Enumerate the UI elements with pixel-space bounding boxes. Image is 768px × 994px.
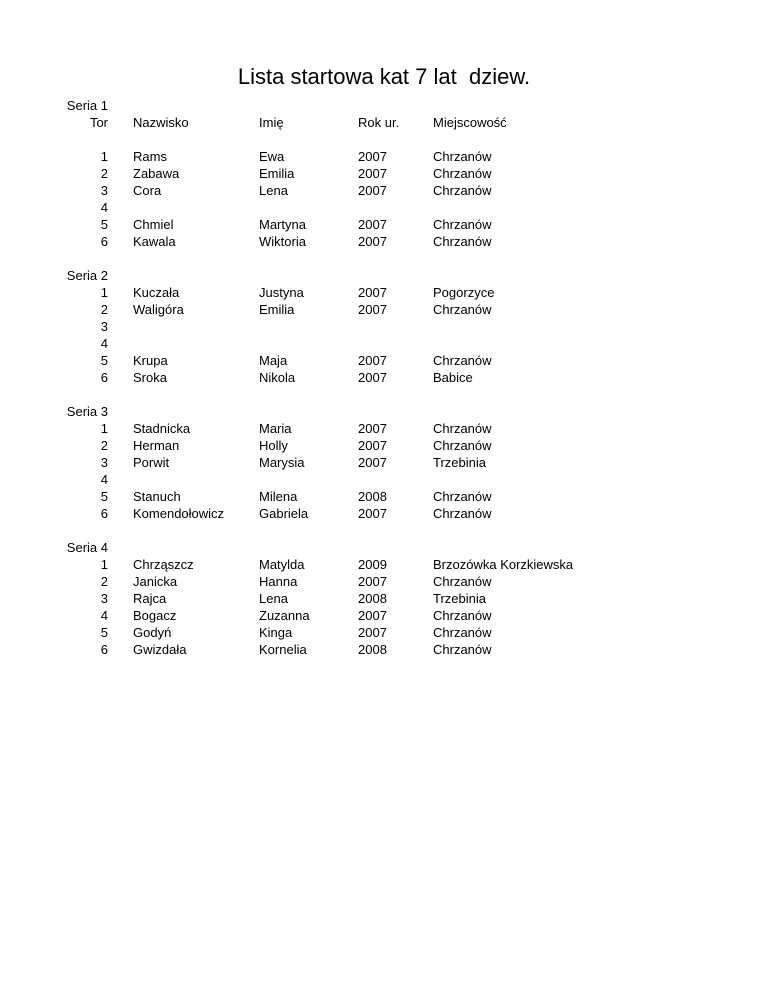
town-cell: Chrzanów <box>433 489 492 504</box>
birth-year-cell: 2007 <box>358 506 387 521</box>
series-label: Seria 2 <box>66 268 108 283</box>
birth-year-cell: 2007 <box>358 625 387 640</box>
lane-number: 1 <box>100 421 108 436</box>
lane-number: 6 <box>100 370 108 385</box>
first-name-cell: Kinga <box>259 625 293 640</box>
first-name-cell: Emilia <box>259 166 295 181</box>
first-name-cell: Maria <box>259 421 292 436</box>
birth-year-cell: 2007 <box>358 455 387 470</box>
header-tor: Tor <box>89 115 108 130</box>
town-cell: Chrzanów <box>433 642 492 657</box>
first-name-cell: Marysia <box>259 455 305 470</box>
surname-cell: Gwizdała <box>133 642 187 657</box>
first-name-cell: Nikola <box>259 370 296 385</box>
header-rok: Rok ur. <box>358 115 400 130</box>
lane-number: 1 <box>100 285 108 300</box>
first-name-cell: Maja <box>259 353 288 368</box>
town-cell: Trzebinia <box>433 455 486 470</box>
first-name-cell: Martyna <box>259 217 306 232</box>
surname-cell: Waligóra <box>133 302 184 317</box>
town-cell: Babice <box>433 370 473 385</box>
birth-year-cell: 2009 <box>358 557 387 572</box>
first-name-cell: Emilia <box>259 302 295 317</box>
town-cell: Chrzanów <box>433 421 492 436</box>
lane-number: 2 <box>100 166 108 181</box>
surname-cell: Porwit <box>133 455 170 470</box>
town-cell: Chrzanów <box>433 625 492 640</box>
surname-cell: Bogacz <box>133 608 177 623</box>
surname-cell: Sroka <box>133 370 167 385</box>
town-cell: Chrzanów <box>433 608 492 623</box>
lane-number: 4 <box>100 472 108 487</box>
series-label: Seria 3 <box>66 404 108 419</box>
birth-year-cell: 2008 <box>358 591 387 606</box>
first-name-cell: Zuzanna <box>259 608 310 623</box>
first-name-cell: Gabriela <box>259 506 309 521</box>
surname-cell: Stadnicka <box>133 421 191 436</box>
town-cell: Chrzanów <box>433 506 492 521</box>
lane-number: 5 <box>100 625 108 640</box>
surname-cell: Kawala <box>133 234 176 249</box>
surname-cell: Komendołowicz <box>133 506 225 521</box>
lane-number: 5 <box>100 353 108 368</box>
lane-number: 4 <box>100 608 108 623</box>
town-cell: Chrzanów <box>433 149 492 164</box>
lane-number: 3 <box>100 183 108 198</box>
surname-cell: Rams <box>133 149 167 164</box>
town-cell: Chrzanów <box>433 217 492 232</box>
surname-cell: Zabawa <box>133 166 180 181</box>
surname-cell: Rajca <box>133 591 167 606</box>
town-cell: Chrzanów <box>433 574 492 589</box>
surname-cell: Janicka <box>133 574 178 589</box>
birth-year-cell: 2007 <box>358 234 387 249</box>
town-cell: Chrzanów <box>433 234 492 249</box>
surname-cell: Kuczała <box>133 285 180 300</box>
town-cell: Chrzanów <box>433 302 492 317</box>
birth-year-cell: 2007 <box>358 166 387 181</box>
town-cell: Pogorzyce <box>433 285 495 300</box>
series-label: Seria 1 <box>66 98 108 113</box>
surname-cell: Herman <box>133 438 180 453</box>
birth-year-cell: 2008 <box>358 642 387 657</box>
series-label: Seria 4 <box>66 540 108 555</box>
first-name-cell: Hanna <box>259 574 298 589</box>
first-name-cell: Matylda <box>259 557 305 572</box>
surname-cell: Godyń <box>133 625 172 640</box>
birth-year-cell: 2007 <box>358 438 387 453</box>
lane-number: 3 <box>100 591 108 606</box>
header-imie: Imię <box>259 115 284 130</box>
first-name-cell: Lena <box>259 591 288 606</box>
lane-number: 4 <box>100 200 108 215</box>
surname-cell: Chmiel <box>133 217 174 232</box>
lane-number: 6 <box>100 642 108 657</box>
town-cell: Chrzanów <box>433 166 492 181</box>
first-name-cell: Ewa <box>259 149 285 164</box>
birth-year-cell: 2007 <box>358 574 387 589</box>
surname-cell: Chrząszcz <box>133 557 194 572</box>
first-name-cell: Milena <box>259 489 298 504</box>
surname-cell: Cora <box>133 183 162 198</box>
birth-year-cell: 2007 <box>358 183 387 198</box>
lane-number: 2 <box>100 302 108 317</box>
first-name-cell: Kornelia <box>259 642 307 657</box>
lane-number: 5 <box>100 489 108 504</box>
town-cell: Brzozówka Korzkiewska <box>433 557 574 572</box>
lane-number: 6 <box>100 234 108 249</box>
birth-year-cell: 2007 <box>358 149 387 164</box>
birth-year-cell: 2007 <box>358 302 387 317</box>
lane-number: 1 <box>100 149 108 164</box>
birth-year-cell: 2007 <box>358 353 387 368</box>
page-title: Lista startowa kat 7 lat dziew. <box>237 64 531 89</box>
first-name-cell: Holly <box>259 438 288 453</box>
birth-year-cell: 2007 <box>358 285 387 300</box>
town-cell: Trzebinia <box>433 591 486 606</box>
header-nazwisko: Nazwisko <box>133 115 189 130</box>
lane-number: 2 <box>100 574 108 589</box>
birth-year-cell: 2007 <box>358 370 387 385</box>
birth-year-cell: 2007 <box>358 217 387 232</box>
lane-number: 4 <box>100 336 108 351</box>
lane-number: 5 <box>100 217 108 232</box>
birth-year-cell: 2007 <box>358 421 387 436</box>
surname-cell: Stanuch <box>133 489 181 504</box>
lane-number: 6 <box>100 506 108 521</box>
birth-year-cell: 2007 <box>358 608 387 623</box>
lane-number: 3 <box>100 319 108 334</box>
first-name-cell: Justyna <box>259 285 304 300</box>
town-cell: Chrzanów <box>433 438 492 453</box>
first-name-cell: Lena <box>259 183 288 198</box>
town-cell: Chrzanów <box>433 183 492 198</box>
birth-year-cell: 2008 <box>358 489 387 504</box>
town-cell: Chrzanów <box>433 353 492 368</box>
lane-number: 2 <box>100 438 108 453</box>
surname-cell: Krupa <box>133 353 168 368</box>
lane-number: 1 <box>100 557 108 572</box>
header-miejscowosc: Miejscowość <box>433 115 507 130</box>
first-name-cell: Wiktoria <box>259 234 306 249</box>
lane-number: 3 <box>100 455 108 470</box>
